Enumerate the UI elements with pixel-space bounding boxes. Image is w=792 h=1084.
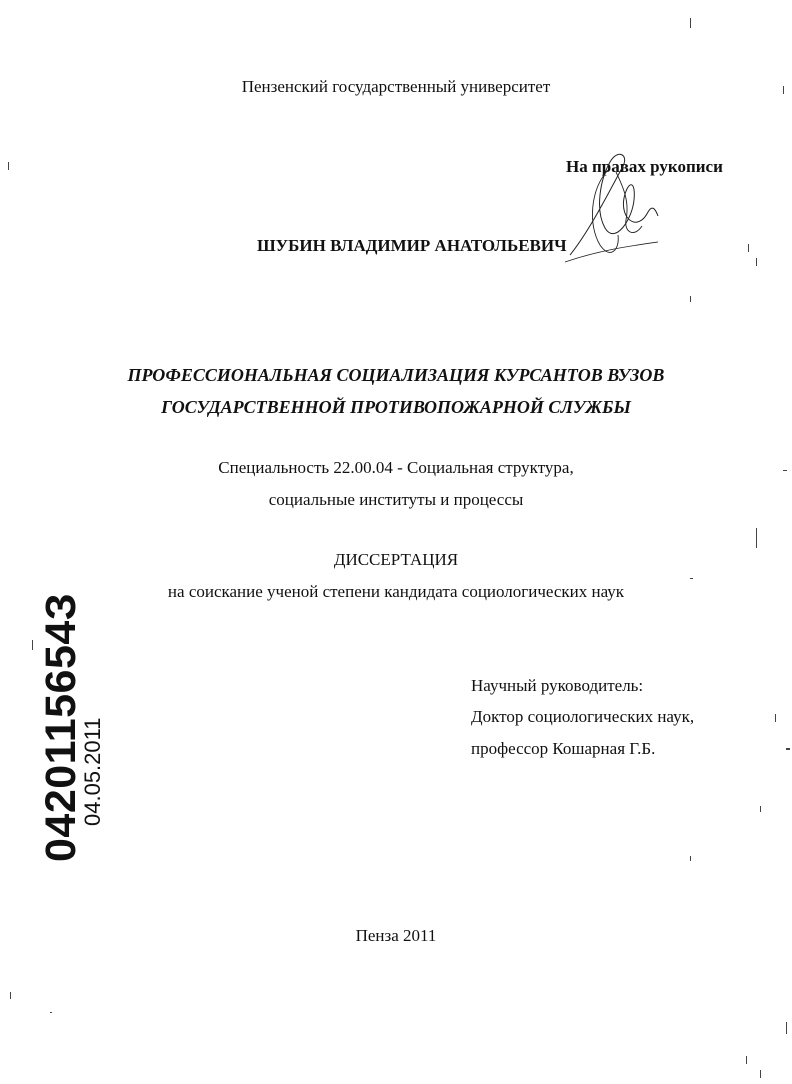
supervisor-degree: Доктор социологических наук, <box>471 707 695 726</box>
document-type: ДИССЕРТАЦИЯ <box>333 550 459 569</box>
author-name: ШУБИН ВЛАДИМИР АНАТОЛЬЕВИЧ <box>257 236 567 255</box>
scan-speck <box>775 714 776 722</box>
scan-speck <box>690 856 691 861</box>
library-stamp-number: 0420115654З <box>37 592 85 862</box>
scan-speck <box>746 1056 747 1064</box>
scan-speck <box>690 18 691 28</box>
scan-speck <box>32 640 33 650</box>
scan-speck <box>8 162 9 170</box>
scan-speck <box>760 1070 761 1078</box>
supervisor-label: Научный руководитель: <box>471 676 644 695</box>
scan-speck <box>760 806 761 812</box>
supervisor-name: профессор Кошарная Г.Б. <box>471 739 656 758</box>
specialty-line-1: Специальность 22.00.04 - Социальная структура, <box>218 458 574 477</box>
scan-speck <box>783 470 787 471</box>
city-year: Пенза 2011 <box>355 926 437 945</box>
scan-speck <box>10 992 11 999</box>
scan-speck <box>786 1022 787 1034</box>
specialty-line-2: социальные институты и процессы <box>268 490 524 509</box>
university-name: Пензенский государственный университет <box>241 77 551 96</box>
scan-speck <box>690 296 691 302</box>
scan-speck <box>756 528 757 548</box>
scan-speck <box>50 1012 52 1013</box>
manuscript-note: На правах рукописи <box>566 157 723 176</box>
scan-speck <box>690 578 693 579</box>
degree-line: на соискание ученой степени кандидата социологических наук <box>167 582 625 601</box>
dissertation-title-line-1: ПРОФЕССИОНАЛЬНАЯ СОЦИАЛИЗАЦИЯ КУРСАНТОВ ВУЗОВ <box>127 365 665 385</box>
library-stamp-date: 04.05.2011 <box>80 717 105 826</box>
scan-speck <box>756 258 757 266</box>
scan-speck <box>783 86 784 94</box>
scan-speck <box>786 748 790 750</box>
dissertation-title-line-2: ГОСУДАРСТВЕННОЙ ПРОТИВОПОЖАРНОЙ СЛУЖБЫ <box>161 397 631 417</box>
scan-speck <box>748 244 749 252</box>
signature-icon <box>560 150 660 270</box>
